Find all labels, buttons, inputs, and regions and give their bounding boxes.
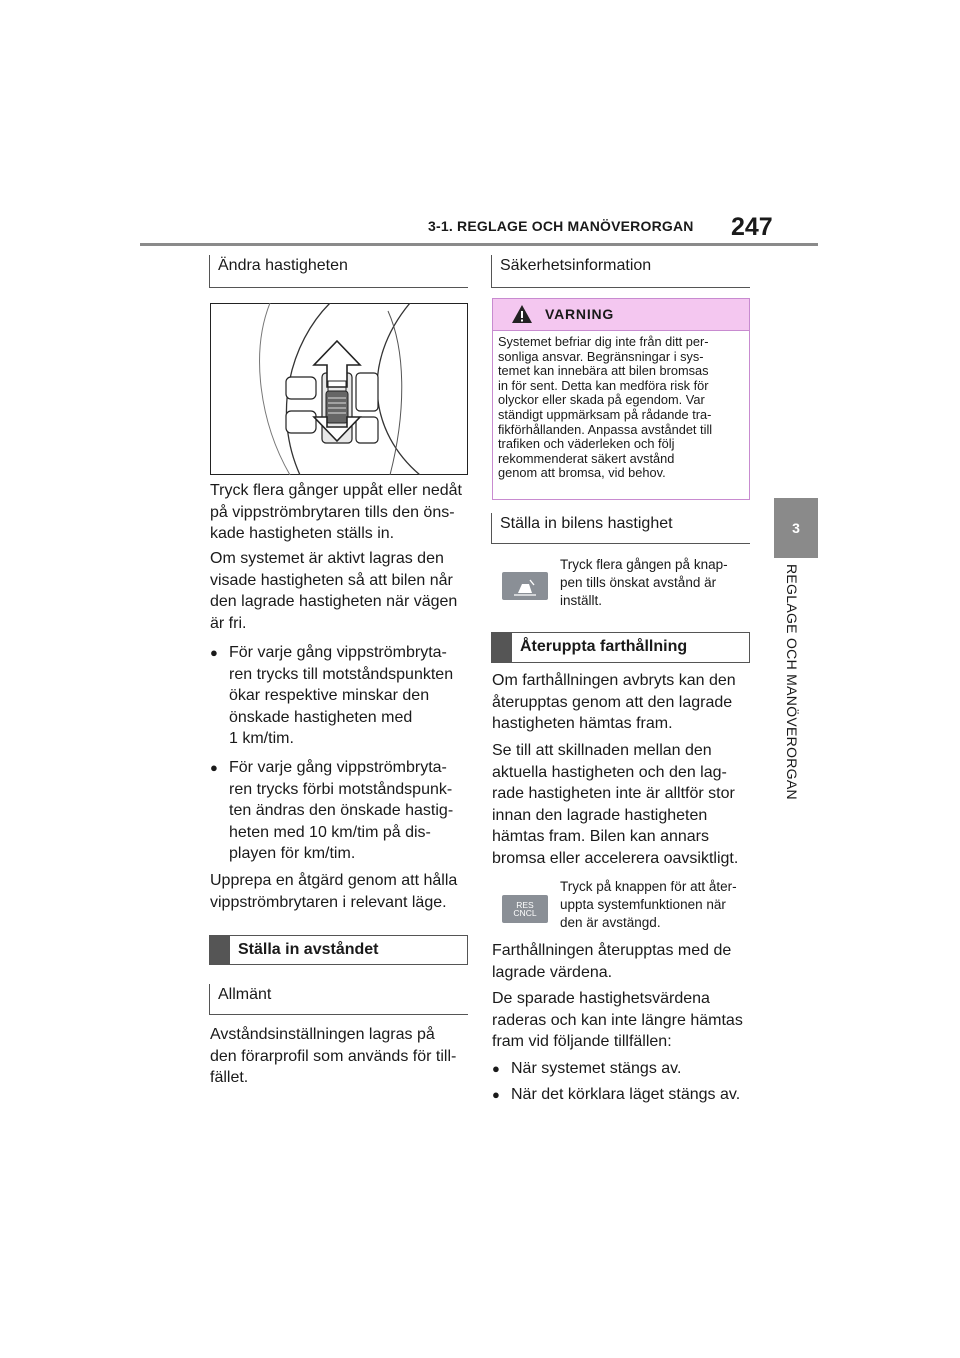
subheading-set-vehicle-speed: Ställa in bilens hastighet bbox=[491, 513, 750, 544]
subheading-safety: Säkerhetsinformation bbox=[491, 255, 750, 288]
warning-triangle-icon bbox=[511, 304, 533, 324]
chapter-title-vertical: REGLAGE OCH MANÖVERORGAN bbox=[784, 564, 800, 800]
warning-title: VARNING bbox=[545, 306, 615, 322]
subheading-general: Allmänt bbox=[209, 984, 468, 1015]
bullet-10kmh: ● För varje gång vippströmbryta- ren trycks förbi motståndspunk- ten ändras den önskade hastig- heten med 10 km/tim på dis- playen för km/tim. bbox=[210, 757, 472, 865]
warning-box bbox=[492, 298, 750, 500]
heading-set-distance: Ställa in avståndet bbox=[209, 935, 468, 965]
heading-resume-cruise: Återuppta farthållning bbox=[491, 632, 750, 663]
paragraph-resume: Om farthållningen avbryts kan den återupptas genom att den lagrade hastigheten hämtas fram. bbox=[492, 672, 736, 732]
distance-car-icon bbox=[502, 572, 548, 600]
distance-button-icon bbox=[502, 572, 548, 600]
chapter-number: 3 bbox=[792, 520, 800, 536]
paragraph-press-switch: Tryck flera gånger uppåt eller nedåt på vippströmbrytaren tills den öns- kade hastigheten ställs in. bbox=[210, 482, 462, 542]
paragraph-resumed-values: Farthållningen återupptas med de lagrade värdena. bbox=[492, 942, 732, 981]
paragraph-values-erased: De sparade hastighetsvärdena raderas och kan inte längre hämtas fram vid följande tillfällen: bbox=[492, 990, 743, 1050]
bullet-system-off: ● När systemet stängs av. bbox=[492, 1058, 754, 1080]
subheading-change-speed: Ändra hastigheten bbox=[209, 255, 468, 288]
res-cncl-button-icon: RES CNCL bbox=[502, 895, 548, 923]
page-number: 247 bbox=[731, 213, 773, 241]
section-title: 3-1. REGLAGE OCH MANÖVERORGAN bbox=[428, 218, 694, 234]
header-rule bbox=[140, 243, 818, 246]
steering-wheel-switch-illustration bbox=[210, 303, 468, 475]
paragraph-speed-difference: Se till att skillnaden mellan den aktuella hastigheten och den lag- rade hastigheten inte är alltför stor innan den lagrade hastigheten hämtas fram. Bilen kan annars bromsa eller accelerera oavsiktligt. bbox=[492, 742, 739, 867]
chapter-tab bbox=[774, 498, 818, 558]
bullet-1kmh: ● För varje gång vippströmbryta- ren trycks till motståndspunkten ökar respektive minskar den önskade hastigheten med 1 km/tim. bbox=[210, 642, 472, 750]
res-button-text: Tryck på knappen för att åter- uppta systemfunktionen när den är avstängd. bbox=[560, 879, 737, 930]
paragraph-repeat: Upprepa en åtgärd genom att hålla vippströmbrytaren i relevant läge. bbox=[210, 872, 458, 911]
distance-button-text: Tryck flera gången på knap- pen tills önskat avstånd är inställt. bbox=[560, 557, 728, 608]
paragraph-stored-speed: Om systemet är aktivt lagras den visade hastigheten så att bilen når den lagrade hastigheten när vägen är fri. bbox=[210, 550, 458, 632]
warning-header bbox=[493, 299, 749, 331]
warning-text: Systemet befriar dig inte från ditt per- sonliga ansvar. Begränsningar i sys- temet kan innebära att bilen bromsas in för sent. Detta kan medföra risk för olyckor eller skada på egendom. Var ständigt uppmärksam på rådande tra- fikförhållanden. Anpassa avståndet till trafiken och väderleken och följ rekommenderat säkert avstånd genom att bromsa, vid behov. bbox=[498, 334, 713, 481]
paragraph-distance-stored: Avståndsinställningen lagras på den förarprofil som används för till- fället. bbox=[210, 1026, 457, 1086]
bullet-ready-mode-off: ● När det körklara läget stängs av. bbox=[492, 1084, 754, 1106]
